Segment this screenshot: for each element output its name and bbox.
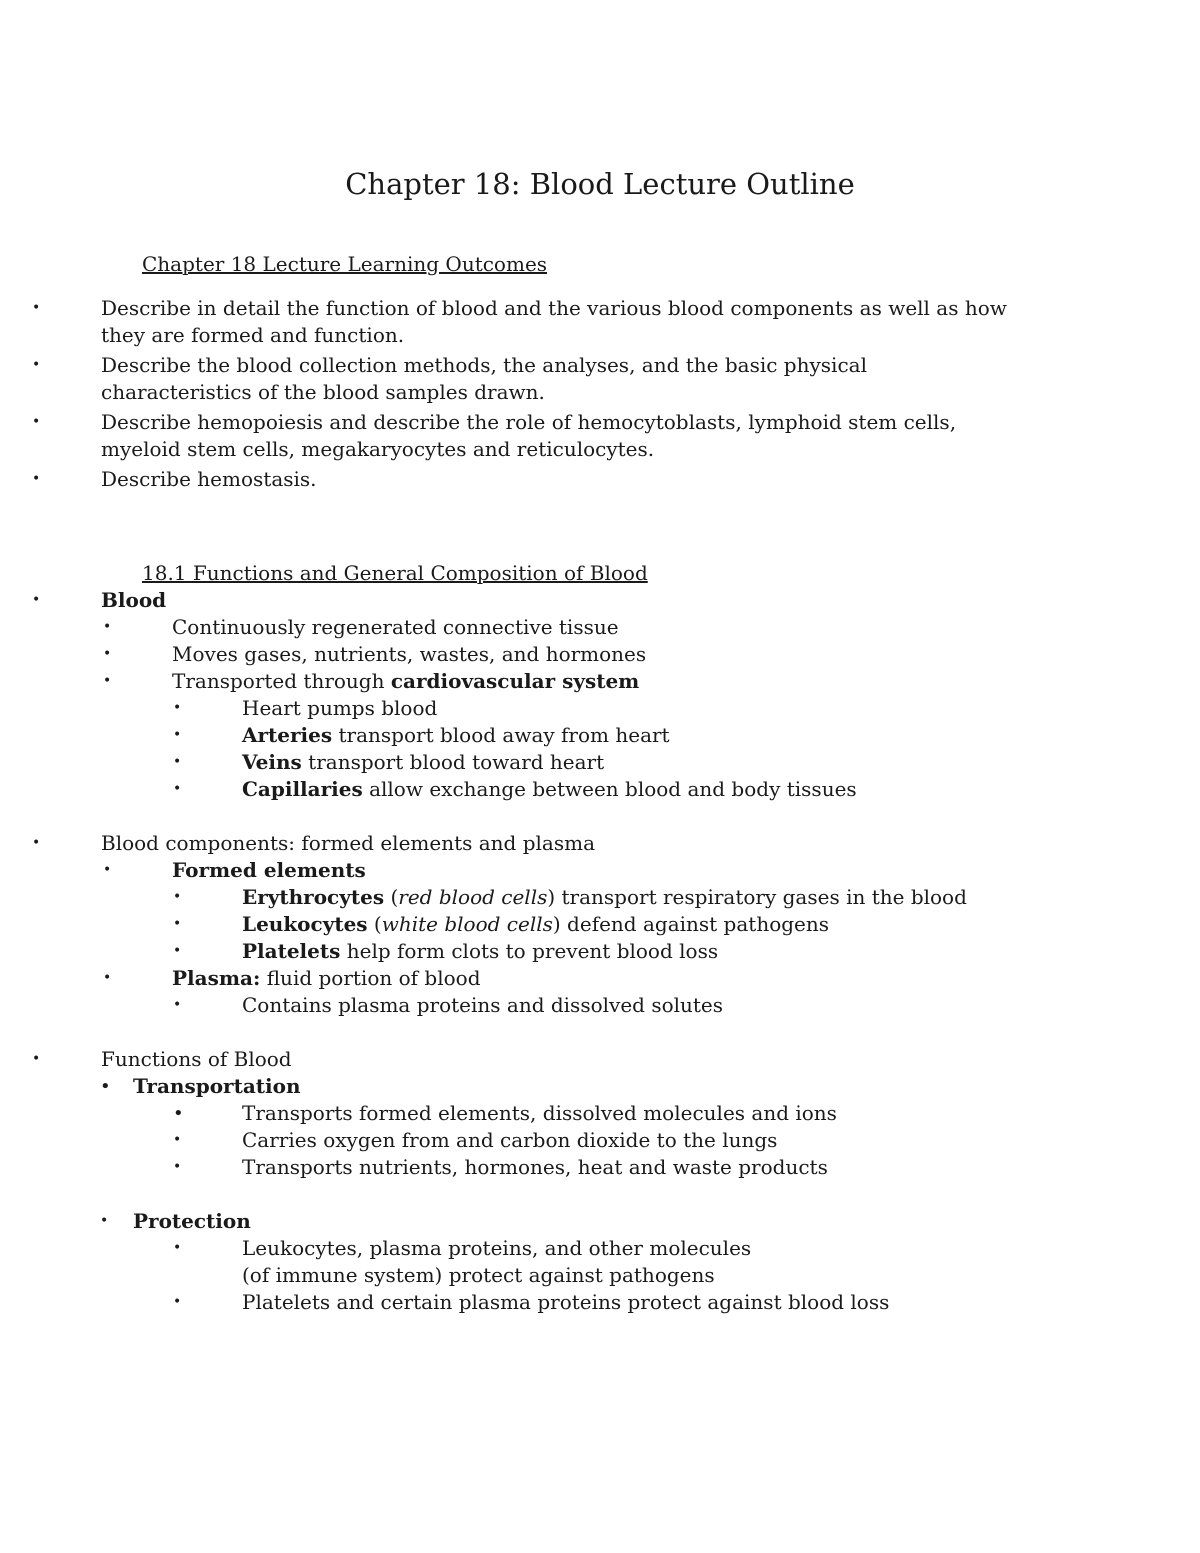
bullet-icon: • bbox=[32, 414, 41, 430]
list-item: • Leukocytes (white blood cells) defend against pathogens bbox=[0, 911, 1150, 938]
list-item: • Functions of Blood bbox=[0, 1046, 1150, 1073]
bullet-icon: • bbox=[173, 1103, 184, 1124]
list-item: • Blood bbox=[0, 587, 1150, 614]
bullet-icon: • bbox=[173, 1132, 182, 1148]
list-item: • Platelets and certain plasma proteins protect against blood loss bbox=[0, 1289, 1150, 1316]
list-item: • Contains plasma proteins and dissolved solutes bbox=[0, 992, 1150, 1019]
bullet-icon: • bbox=[173, 781, 182, 797]
bullet-icon: • bbox=[173, 889, 182, 905]
bullet-icon: • bbox=[103, 970, 112, 986]
bullet-icon: • bbox=[173, 943, 182, 959]
list-item: • Formed elements bbox=[0, 857, 1150, 884]
bullet-icon: • bbox=[32, 1051, 41, 1067]
outcome-item: • Describe hemostasis. bbox=[0, 466, 1142, 493]
list-item: • Capillaries allow exchange between blood and body tissues bbox=[0, 776, 1150, 803]
list-item: • Carries oxygen from and carbon dioxide to the lungs bbox=[0, 1127, 1150, 1154]
bullet-icon: • bbox=[173, 727, 182, 743]
outcomes-heading: Chapter 18 Lecture Learning Outcomes bbox=[142, 252, 548, 276]
bullet-icon: • bbox=[32, 592, 41, 608]
bullet-icon: • bbox=[100, 1076, 111, 1097]
list-item: • Platelets help form clots to prevent blood loss bbox=[0, 938, 1150, 965]
list-item: • Protection bbox=[0, 1208, 1150, 1235]
bullet-icon: • bbox=[173, 700, 182, 716]
outcomes-section bbox=[32, 251, 1142, 493]
outcome-item: • Describe hemopoiesis and describe the role of hemocytoblasts, lymphoid stem cells, myeloid stem cells, megakaryocytes and reticulocytes. bbox=[0, 409, 1142, 463]
bullet-icon: • bbox=[173, 1294, 182, 1310]
list-item: • Blood components: formed elements and plasma bbox=[0, 830, 1150, 857]
list-item: • Veins transport blood toward heart bbox=[0, 749, 1150, 776]
bullet-icon: • bbox=[103, 862, 112, 878]
list-item: • Erythrocytes (red blood cells) transport respiratory gases in the blood bbox=[0, 884, 1150, 911]
bullet-icon: • bbox=[100, 1213, 109, 1229]
bullet-icon: • bbox=[103, 646, 112, 662]
bullet-icon: • bbox=[173, 916, 182, 932]
list-item: • Leukocytes, plasma proteins, and other molecules (of immune system) protect against pathogens bbox=[0, 1235, 1150, 1289]
outcome-item: • Describe in detail the function of blood and the various blood components as well as how they are formed and function. bbox=[0, 295, 1142, 349]
list-item: • Moves gases, nutrients, wastes, and hormones bbox=[0, 641, 1150, 668]
bullet-icon: • bbox=[173, 1159, 182, 1175]
list-item: • Transports nutrients, hormones, heat and waste products bbox=[0, 1154, 1150, 1181]
bullet-icon: • bbox=[173, 1240, 182, 1256]
list-item: • Transportation bbox=[0, 1073, 1150, 1100]
bullet-icon: • bbox=[32, 471, 41, 487]
list-item: • Continuously regenerated connective tissue bbox=[0, 614, 1150, 641]
bullet-icon: • bbox=[173, 997, 182, 1013]
page-title: Chapter 18: Blood Lecture Outline bbox=[345, 167, 855, 201]
bullet-icon: • bbox=[32, 300, 41, 316]
outcome-item: • Describe the blood collection methods, the analyses, and the basic physical characteristics of the blood samples drawn. bbox=[0, 352, 1142, 406]
list-item: • Plasma: fluid portion of blood bbox=[0, 965, 1150, 992]
list-item: • Arteries transport blood away from heart bbox=[0, 722, 1150, 749]
bullet-icon: • bbox=[173, 754, 182, 770]
bullet-icon: • bbox=[103, 619, 112, 635]
list-item: • Transported through cardiovascular system bbox=[0, 668, 1150, 695]
list-item: • Transports formed elements, dissolved molecules and ions bbox=[0, 1100, 1150, 1127]
list-item: • Heart pumps blood bbox=[0, 695, 1150, 722]
section-18-1 bbox=[0, 560, 1150, 1316]
bullet-icon: • bbox=[32, 357, 41, 373]
section-heading: 18.1 Functions and General Composition of Blood bbox=[142, 561, 648, 585]
bullet-icon: • bbox=[103, 673, 112, 689]
bullet-icon: • bbox=[32, 835, 41, 851]
